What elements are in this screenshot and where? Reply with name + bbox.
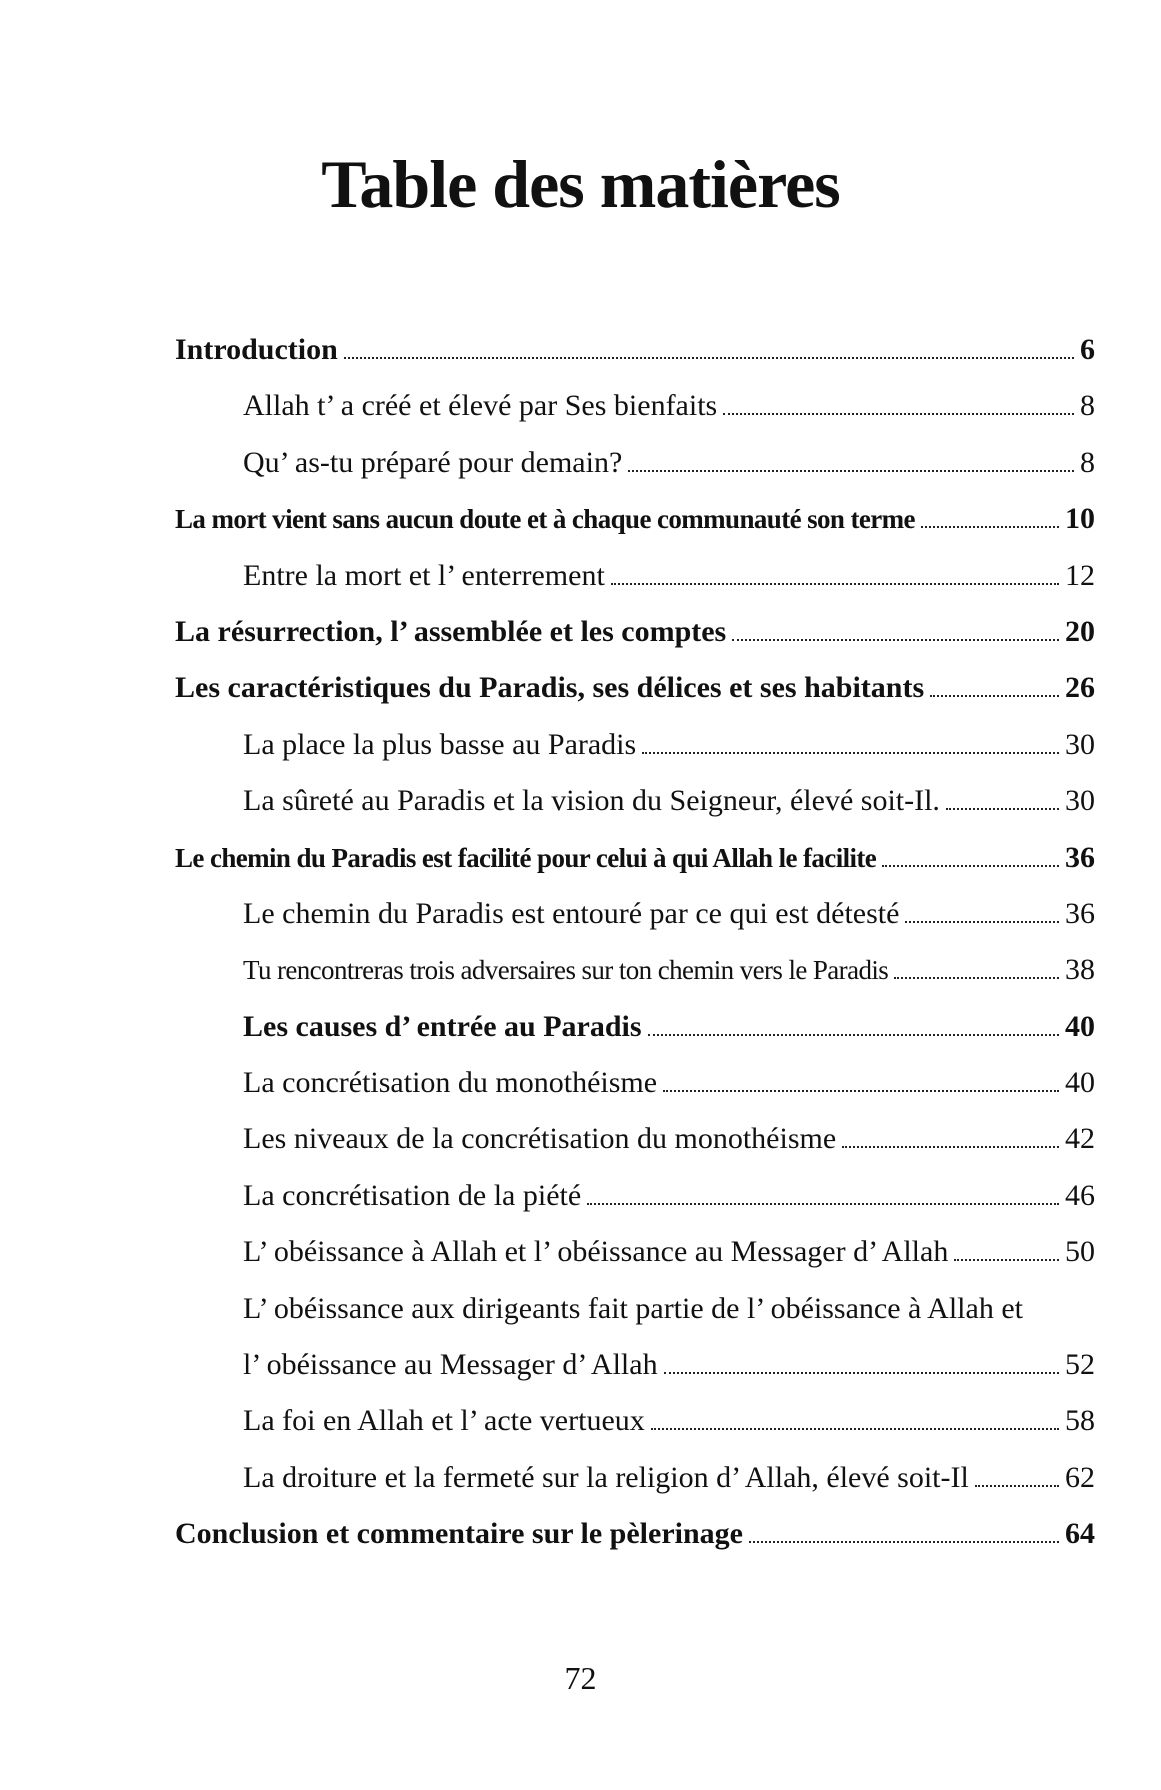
toc-entry-page: 30 [1065,727,1095,761]
toc-entry [175,389,1095,445]
toc-entry-title: La foi en Allah et l’ acte vertueux [243,1404,645,1438]
dot-leader [905,921,1059,923]
toc-entry-page: 36 [1065,896,1095,930]
toc-entry-page: 8 [1080,445,1095,479]
dot-leader [894,977,1059,979]
toc-entry [175,502,1095,558]
toc-entry-title: Les causes d’ entrée au Paradis [243,1009,642,1043]
toc-entry-page: 50 [1065,1235,1095,1269]
page-title: Table des matières [321,146,840,222]
toc-entry-page: 42 [1065,1122,1095,1156]
toc-entry-page: 46 [1065,1178,1095,1212]
toc-entry [175,897,1095,953]
toc-entry-page: 30 [1065,784,1095,818]
toc-entry [175,841,1095,897]
toc-entry-page: 62 [1065,1460,1095,1494]
toc-entry-page: 20 [1065,614,1095,648]
toc-entry [175,1010,1095,1066]
dot-leader [642,752,1059,754]
toc-entry [175,1122,1095,1178]
dot-leader [723,413,1074,415]
toc-entry-page: 36 [1065,840,1095,874]
dot-leader [611,583,1059,585]
toc-entry [175,1179,1095,1235]
page-number: 72 [564,1660,597,1696]
toc-entry-title: Qu’ as-tu préparé pour demain? [243,445,623,479]
toc-entry-page: 64 [1065,1517,1095,1551]
toc-entry-title: Le chemin du Paradis est entouré par ce qui est détesté [243,896,900,930]
toc-entry-title: Introduction [175,333,338,366]
toc-entry-page: 40 [1065,1009,1095,1043]
toc-entry-line [243,1348,1095,1404]
dot-leader [651,1428,1059,1430]
toc-entry [175,1066,1095,1122]
toc-entry [175,671,1095,727]
toc-entry-page: 58 [1065,1404,1095,1438]
toc-entry-title-continued: l’ obéissance au Messager d’ Allah [243,1348,658,1382]
dot-leader [954,1259,1059,1261]
dot-leader [732,639,1059,641]
dot-leader [749,1541,1059,1543]
dot-leader [946,808,1059,810]
toc-entry-page: 40 [1065,1066,1095,1100]
toc-entry [175,333,1095,389]
toc-entry-title: Le chemin du Paradis est facilité pour celui à qui Allah le facilite [175,842,877,873]
toc-entry-title: Les niveaux de la concrétisation du monothéisme [243,1122,837,1156]
dot-leader [648,1034,1059,1036]
toc-entry-line [243,1292,1095,1348]
dot-leader [930,695,1059,697]
toc-entry-title: La droiture et la fermeté sur la religion d’ Allah, élevé soit-Il [243,1460,969,1494]
dot-leader [921,526,1059,528]
toc-entry-title: Tu rencontreras trois adversaires sur ton chemin vers le Paradis [243,955,889,986]
toc-entry [175,1235,1095,1291]
toc-entry [175,559,1095,615]
dot-leader [842,1146,1059,1148]
toc-entry [175,446,1095,502]
toc-entry-title: La concrétisation du monothéisme [243,1066,658,1100]
toc-entry-title: Allah t’ a créé et élevé par Ses bienfaits [243,389,718,423]
toc-entry [175,953,1095,1009]
toc-entry-page: 10 [1065,502,1095,536]
toc-entry-wrapped [175,1292,1095,1405]
toc-entry-title: La concrétisation de la piété [243,1178,582,1212]
toc-entry-title: Les caractéristiques du Paradis, ses délices et ses habitants [175,671,925,705]
toc-entry [175,784,1095,840]
toc-entry-page: 8 [1080,389,1095,423]
toc-entry-title: L’ obéissance à Allah et l’ obéissance au Messager d’ Allah [243,1235,949,1269]
dot-leader [587,1203,1059,1205]
toc-entry-title: La résurrection, l’ assemblée et les comptes [175,614,727,648]
dot-leader [975,1485,1059,1487]
dot-leader [344,357,1074,359]
dot-leader [882,865,1059,867]
toc-entry [175,1461,1095,1517]
toc-entry-title: Entre la mort et l’ enterrement [243,558,605,592]
toc-entry-page: 26 [1065,671,1095,705]
toc-entry-title: La place la plus basse au Paradis [243,727,637,761]
toc-entry-page: 52 [1065,1348,1095,1382]
toc-entry-title: Conclusion et commentaire sur le pèlerinage [175,1517,743,1551]
dot-leader [663,1090,1059,1092]
toc-entry-title: La mort vient sans aucun doute et à chaque communauté son terme [175,504,915,535]
toc-entry-title: L’ obéissance aux dirigeants fait partie de l’ obéissance à Allah et [243,1291,1023,1325]
toc-entry [175,1404,1095,1460]
toc-entry-title: La sûreté au Paradis et la vision du Seigneur, élevé soit-Il. [243,784,940,818]
toc-entry-page: 38 [1065,953,1095,987]
toc-entry [175,615,1095,671]
toc-entry-page: 6 [1080,333,1095,366]
toc-entry-page: 12 [1065,558,1095,592]
dot-leader [628,470,1074,472]
toc-entry [175,1517,1095,1573]
dot-leader [664,1372,1059,1374]
toc-entry [175,728,1095,784]
table-of-contents [175,333,1095,1574]
